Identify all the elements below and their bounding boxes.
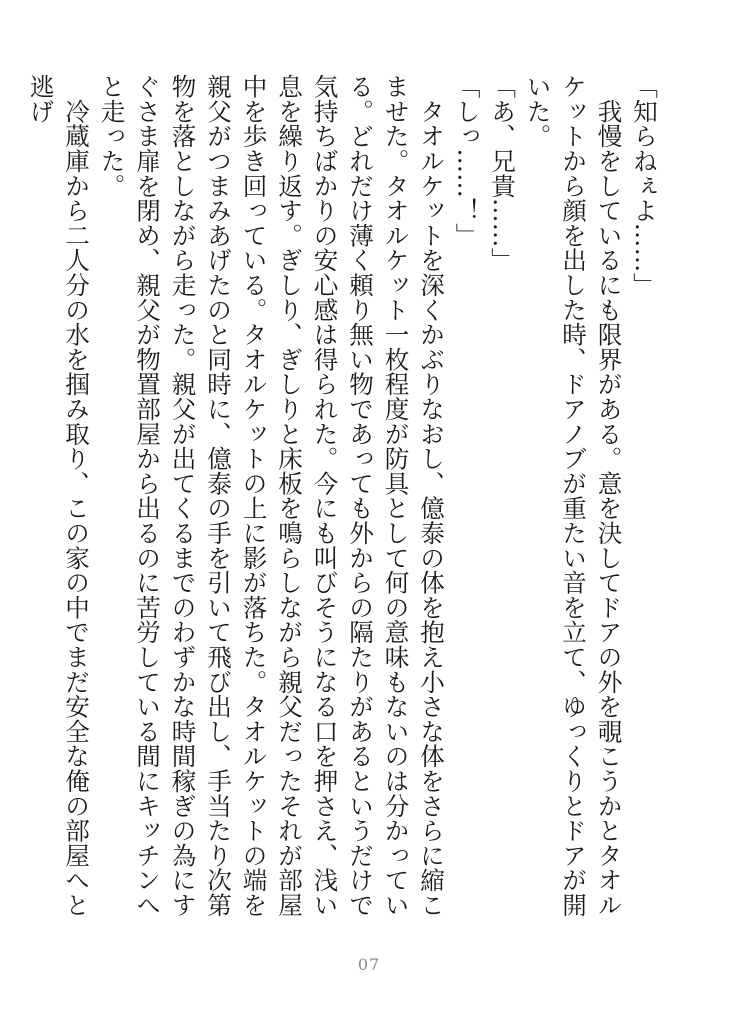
page-number: 07 (357, 955, 381, 974)
dialogue-line: 「あ、兄貴……」 (488, 74, 517, 273)
narrative-paragraph: 冷蔵庫から二人分の水を掴み取り、この家の中でまだ安全な俺の部屋へと逃げ (26, 74, 91, 918)
dialogue-line: 「知らねぇよ……」 (630, 74, 659, 298)
vertical-text-block (26, 74, 662, 934)
narrative-paragraph: 我慢をしているにも限界がある。意を決してドアの外を覗こうかとタオルケットから顔を出した時、ドアノブが重たい音を立て、ゆっくりとドアが開いた。 (523, 74, 624, 918)
narrative-paragraph: タオルケットを深くかぶりなおし、億泰の体を抱え小さな体をさらに縮こませた。タオルケット一枚程度が防具として何の意味もないのは分かっている。どれだけ薄く頼り無い物であっても外からの隔たりがあるというだけで気持ちばかりの安心感は得られた。今にも叫びそうになる口を押さえ、浅い息を繰り返す。ぎしり、ぎしりと床板を鳴らしながら親父だったそれが部屋中を歩き回っている。タオルケットの上に影が落ちた。タオルケットの端を親父がつまみあげたのと同時に、億泰の手を引いて飛び出し、手当たり次第物を落としながら走った。親父が出てくるまでのわずかな時間稼ぎの為にすぐさま扉を閉め、親父が物置部屋から出るのに苦労している間にキッチンへと走った。 (97, 74, 446, 918)
dialogue-line: 「しっ……！」 (452, 74, 482, 248)
